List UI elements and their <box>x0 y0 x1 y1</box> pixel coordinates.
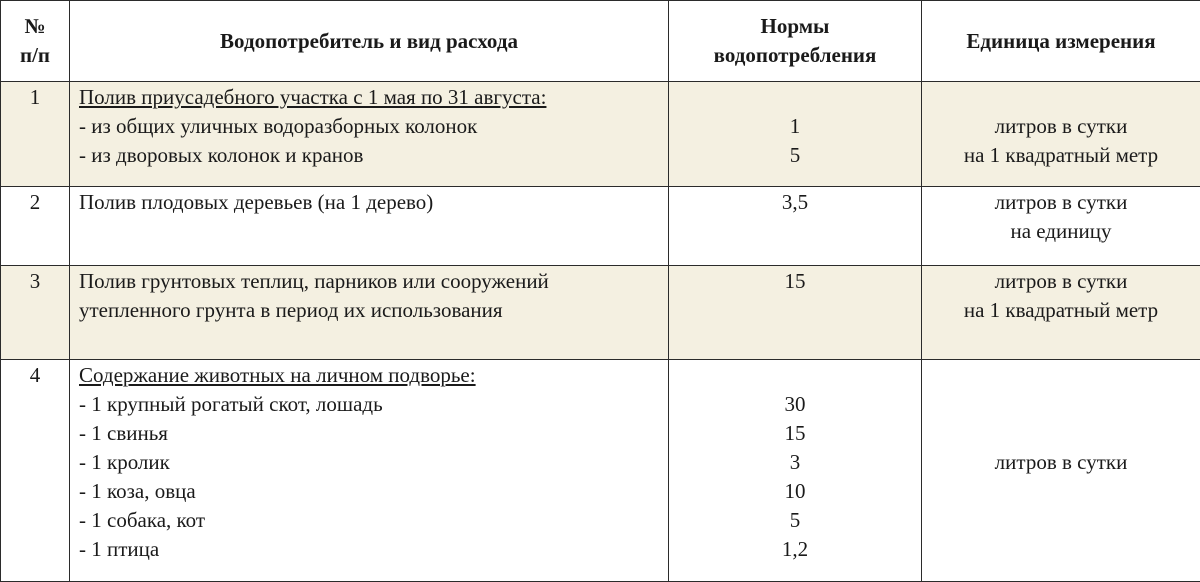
row-unit <box>922 187 1200 266</box>
header-norms <box>669 1 922 82</box>
table-row <box>1 187 1200 266</box>
row-item: - 1 коза, овца <box>79 477 662 506</box>
row-norms <box>669 82 922 187</box>
row-unit <box>922 266 1200 360</box>
row-text-line: Полив грунтовых теплиц, парников или сооружений <box>79 267 662 296</box>
row-norms <box>669 266 922 360</box>
header-number <box>1 1 70 82</box>
unit-line: на 1 квадратный метр <box>922 141 1200 170</box>
norm-value: 15 <box>669 267 921 296</box>
unit-line: литров в сутки <box>922 188 1200 217</box>
row-title: Содержание животных на личном подворье: <box>79 361 662 390</box>
unit-line: литров в сутки <box>922 112 1200 141</box>
norm-value: 5 <box>669 141 921 170</box>
norm-value: 15 <box>669 419 921 448</box>
row-text-line: утепленного грунта в период их использования <box>79 296 662 325</box>
row-unit <box>922 82 1200 187</box>
row-item: - из дворовых колонок и кранов <box>79 141 662 170</box>
row-item: - 1 собака, кот <box>79 506 662 535</box>
row-number: 1 <box>1 82 70 187</box>
row-item: - 1 крупный рогатый скот, лошадь <box>79 390 662 419</box>
norm-value: 1 <box>669 112 921 141</box>
header-norms-line: Нормы <box>669 12 921 41</box>
unit-line: литров в сутки <box>922 361 1200 477</box>
row-number: 4 <box>1 360 70 582</box>
header-unit: Единица измерения <box>922 1 1200 82</box>
row-item: - 1 кролик <box>79 448 662 477</box>
norm-value: 5 <box>669 506 921 535</box>
row-item: - 1 птица <box>79 535 662 564</box>
unit-line: на 1 квадратный метр <box>922 296 1200 325</box>
row-title: Полив плодовых деревьев (на 1 дерево) <box>79 188 662 217</box>
header-consumer: Водопотребитель и вид расхода <box>70 1 669 82</box>
row-consumer <box>70 82 669 187</box>
header-row <box>1 1 1200 82</box>
row-consumer <box>70 266 669 360</box>
norm-value: 1,2 <box>669 535 921 564</box>
table-row <box>1 82 1200 187</box>
row-item: - 1 свинья <box>79 419 662 448</box>
row-consumer <box>70 360 669 582</box>
row-number: 2 <box>1 187 70 266</box>
row-consumer <box>70 187 669 266</box>
norm-value: 10 <box>669 477 921 506</box>
row-title: Полив приусадебного участка с 1 мая по 31 августа: <box>79 83 662 112</box>
table-row <box>1 266 1200 360</box>
row-norms <box>669 360 922 582</box>
table-row <box>1 360 1200 582</box>
row-norms <box>669 187 922 266</box>
header-number-line: № <box>1 12 69 41</box>
unit-line: литров в сутки <box>922 267 1200 296</box>
row-item: - из общих уличных водоразборных колонок <box>79 112 662 141</box>
row-number: 3 <box>1 266 70 360</box>
norm-value: 3 <box>669 448 921 477</box>
header-number-line: п/п <box>1 41 69 70</box>
row-unit <box>922 360 1200 582</box>
header-norms-line: водопотребления <box>669 41 921 70</box>
unit-line: на единицу <box>922 217 1200 246</box>
norm-value: 30 <box>669 390 921 419</box>
norm-value: 3,5 <box>669 188 921 217</box>
